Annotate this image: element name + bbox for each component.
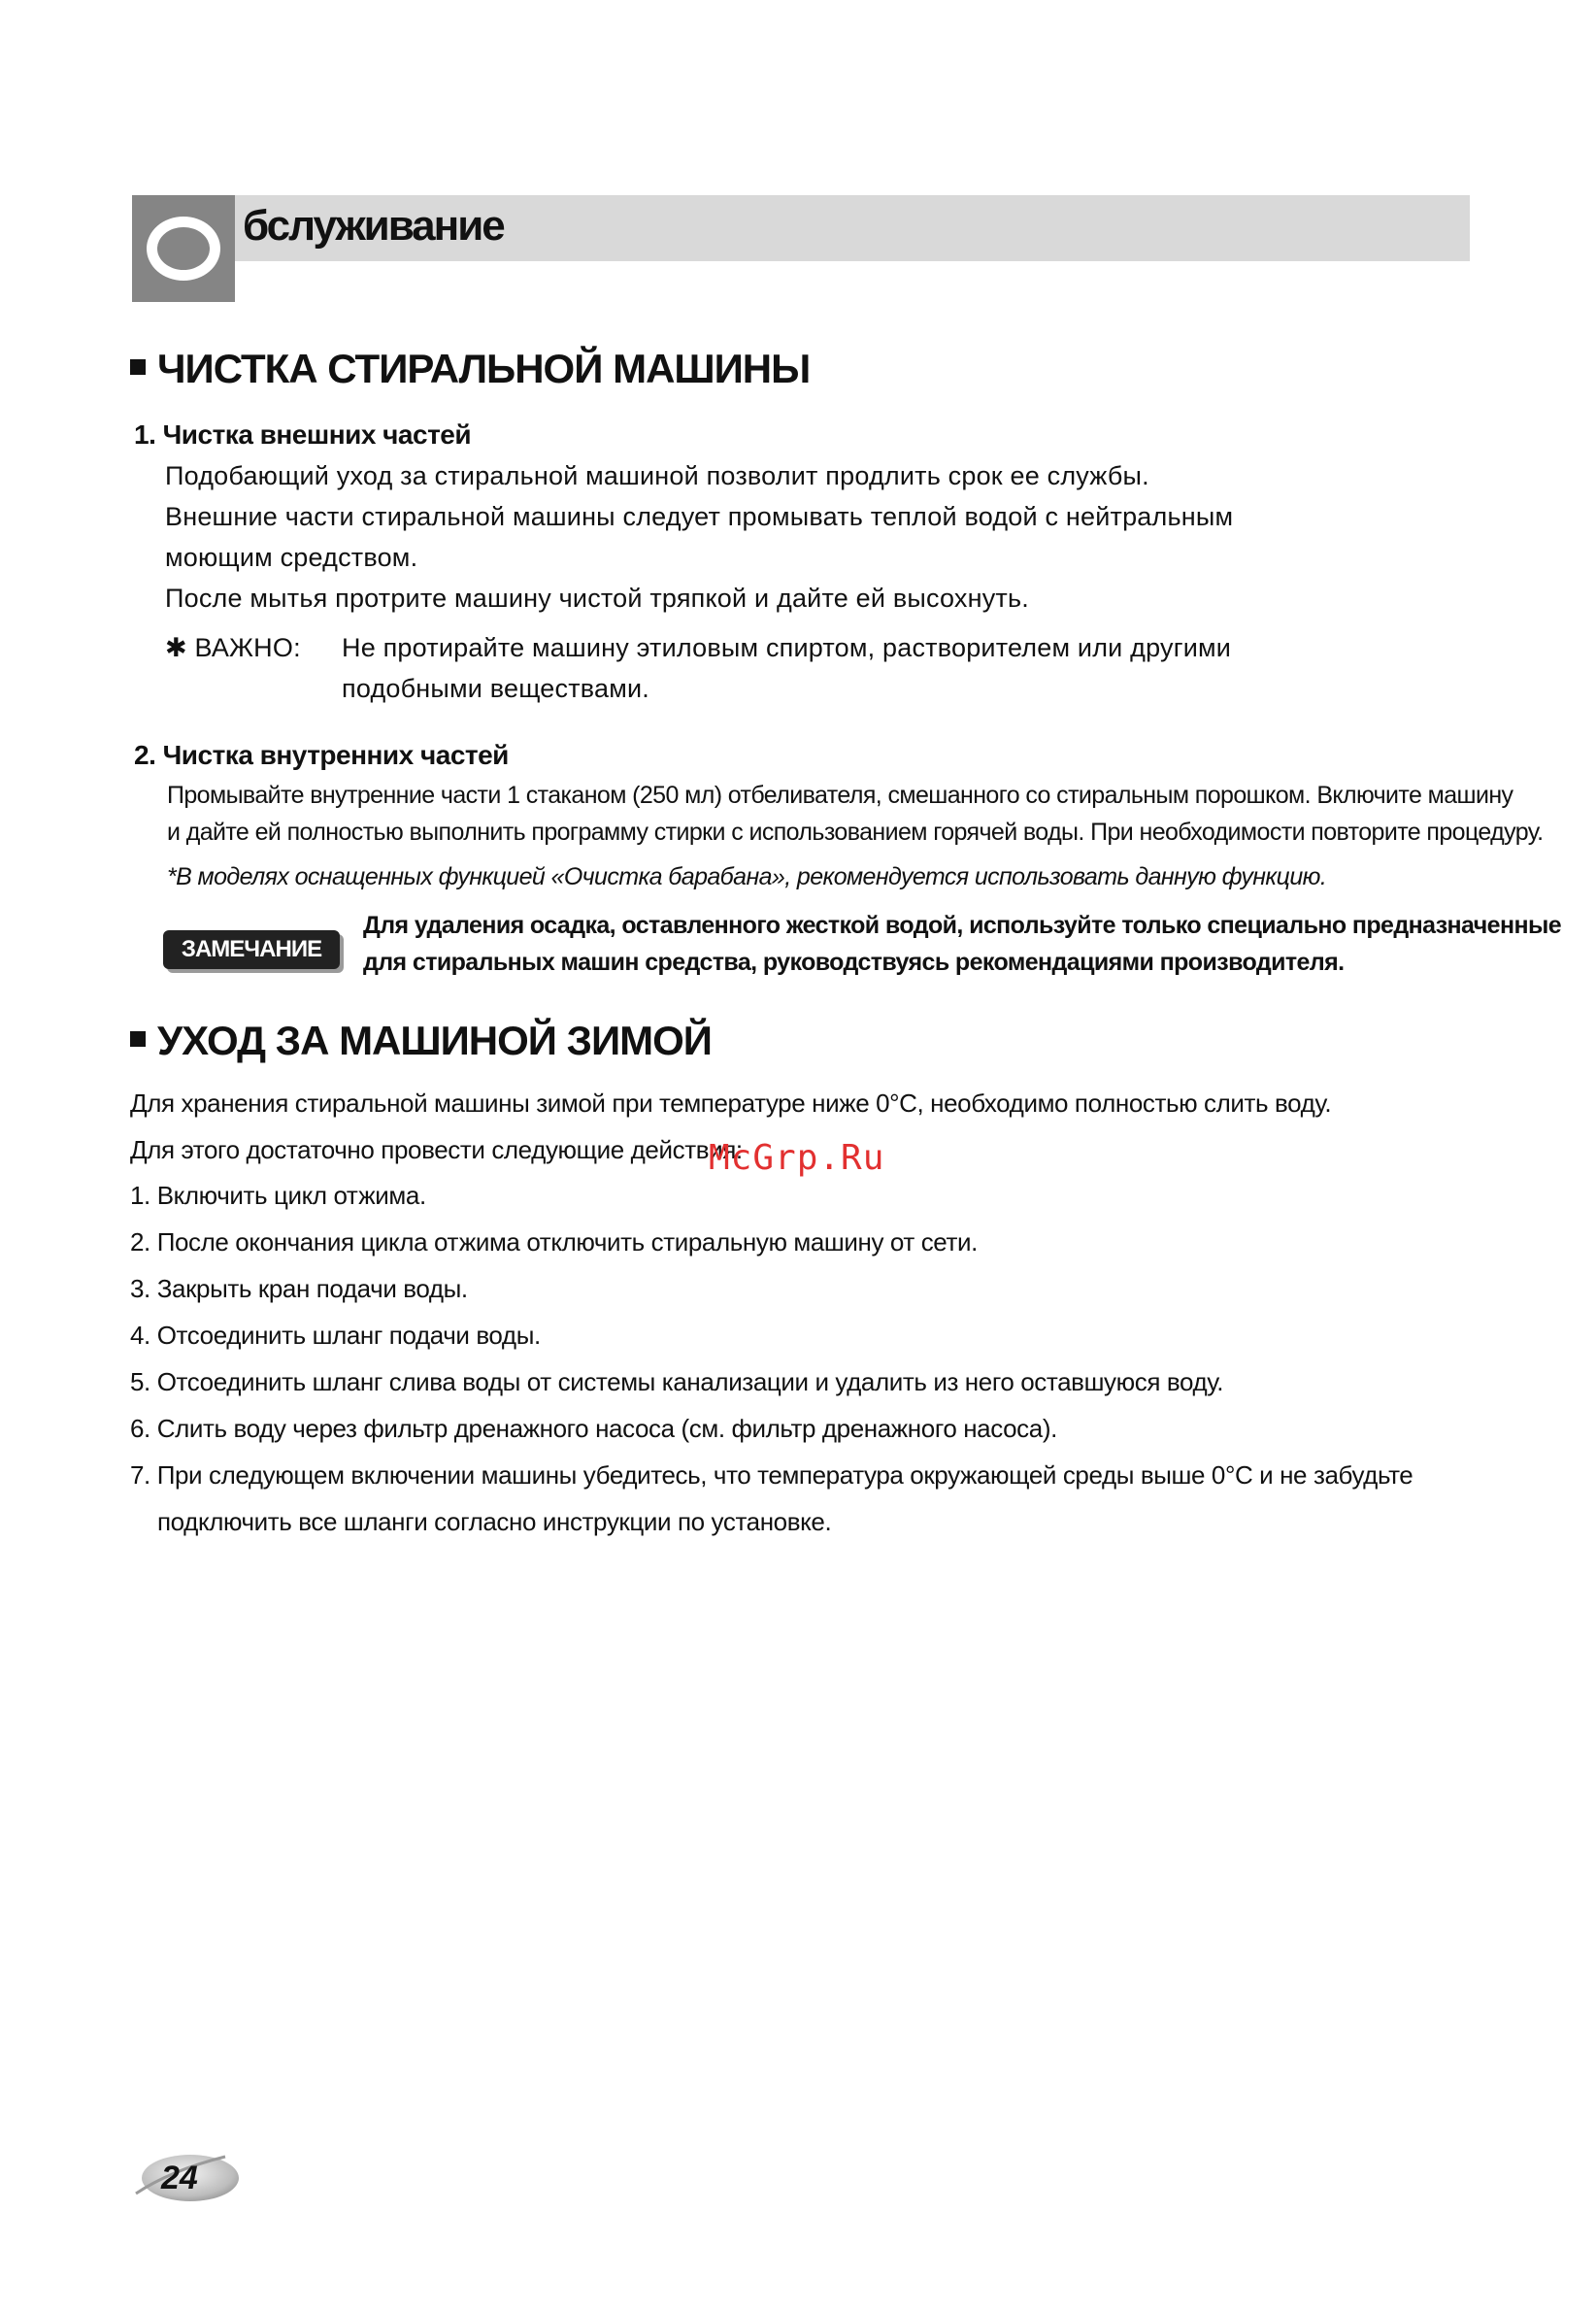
italic-model-note: *В моделях оснащенных функцией «Очистка барабана», рекомендуется использовать данную функцию. — [167, 863, 1327, 890]
paragraph-line: и дайте ей полностью выполнить программу стирки с использованием горячей воды. При необходимости повторите процедуру. — [167, 819, 1544, 846]
section-heading-winter — [130, 1016, 712, 1066]
list-item: 7. При следующем включении машины убедитесь, что температура окружающей среды выше 0°С и не забудьте — [130, 1460, 1413, 1490]
list-item: 4. Отсоединить шланг подачи воды. — [130, 1321, 541, 1350]
important-text-line: Не протирайте машину этиловым спиртом, растворителем или другими — [342, 633, 1232, 662]
section-heading-text: ЧИСТКА СТИРАЛЬНОЙ МАШИНЫ — [157, 346, 811, 391]
note-badge: ЗАМЕЧАНИЕ — [163, 930, 340, 969]
note-text — [363, 907, 1561, 981]
subheading-exterior: 1. Чистка внешних частей — [134, 419, 472, 450]
note-text-line: Для удаления осадка, оставленного жесткой водой, используйте только специально предназначенные — [363, 912, 1561, 939]
paragraph-line: Внешние части стиральной машины следует промывать теплой водой с нейтральным — [165, 502, 1234, 531]
subheading-interior: 2. Чистка внутренних частей — [134, 740, 509, 770]
section-heading-text: УХОД ЗА МАШИНОЙ ЗИМОЙ — [157, 1018, 712, 1063]
list-item: 1. Включить цикл отжима. — [130, 1181, 426, 1210]
paragraph-line: Для этого достаточно провести следующие действия: — [130, 1135, 743, 1164]
page-number: 24 — [161, 2160, 198, 2196]
paragraph-line: Подобающий уход за стиральной машиной позволит продлить срок ее службы. — [165, 461, 1149, 490]
note-text-line: для стиральных машин средства, руководствуясь рекомендациями производителя. — [363, 949, 1345, 976]
section-heading-cleaning — [130, 344, 810, 394]
square-bullet-icon — [130, 359, 146, 375]
list-item-continuation: подключить все шланги согласно инструкции по установке. — [157, 1507, 832, 1536]
paragraph-line: моющим средством. — [165, 543, 418, 572]
paragraph-line: Для хранения стиральной машины зимой при температуре ниже 0°С, необходимо полностью слить воду. — [130, 1089, 1332, 1118]
list-item: 2. После окончания цикла отжима отключить стиральную машину от сети. — [130, 1227, 978, 1257]
page-title: бслуживание — [243, 202, 504, 250]
list-item: 3. Закрыть кран подачи воды. — [130, 1274, 468, 1303]
important-text-line: подобными веществами. — [342, 674, 649, 703]
paragraph-line: Промывайте внутренние части 1 стаканом (250 мл) отбеливателя, смешанного со стиральным порошком. Включите машину — [167, 782, 1513, 809]
important-label: ✱ ВАЖНО: — [165, 633, 301, 662]
watermark: McGrp.Ru — [709, 1138, 885, 1178]
paragraph-line: После мытья протрите машину чистой тряпкой и дайте ей высохнуть. — [165, 584, 1029, 613]
list-item: 5. Отсоединить шланг слива воды от системы канализации и удалить из него оставшуюся воду. — [130, 1367, 1224, 1396]
square-bullet-icon — [130, 1031, 146, 1047]
header-initial-letter — [132, 195, 235, 302]
letter-o-icon — [147, 217, 220, 281]
list-item: 6. Слить воду через фильтр дренажного насоса (см. фильтр дренажного насоса). — [130, 1414, 1057, 1443]
